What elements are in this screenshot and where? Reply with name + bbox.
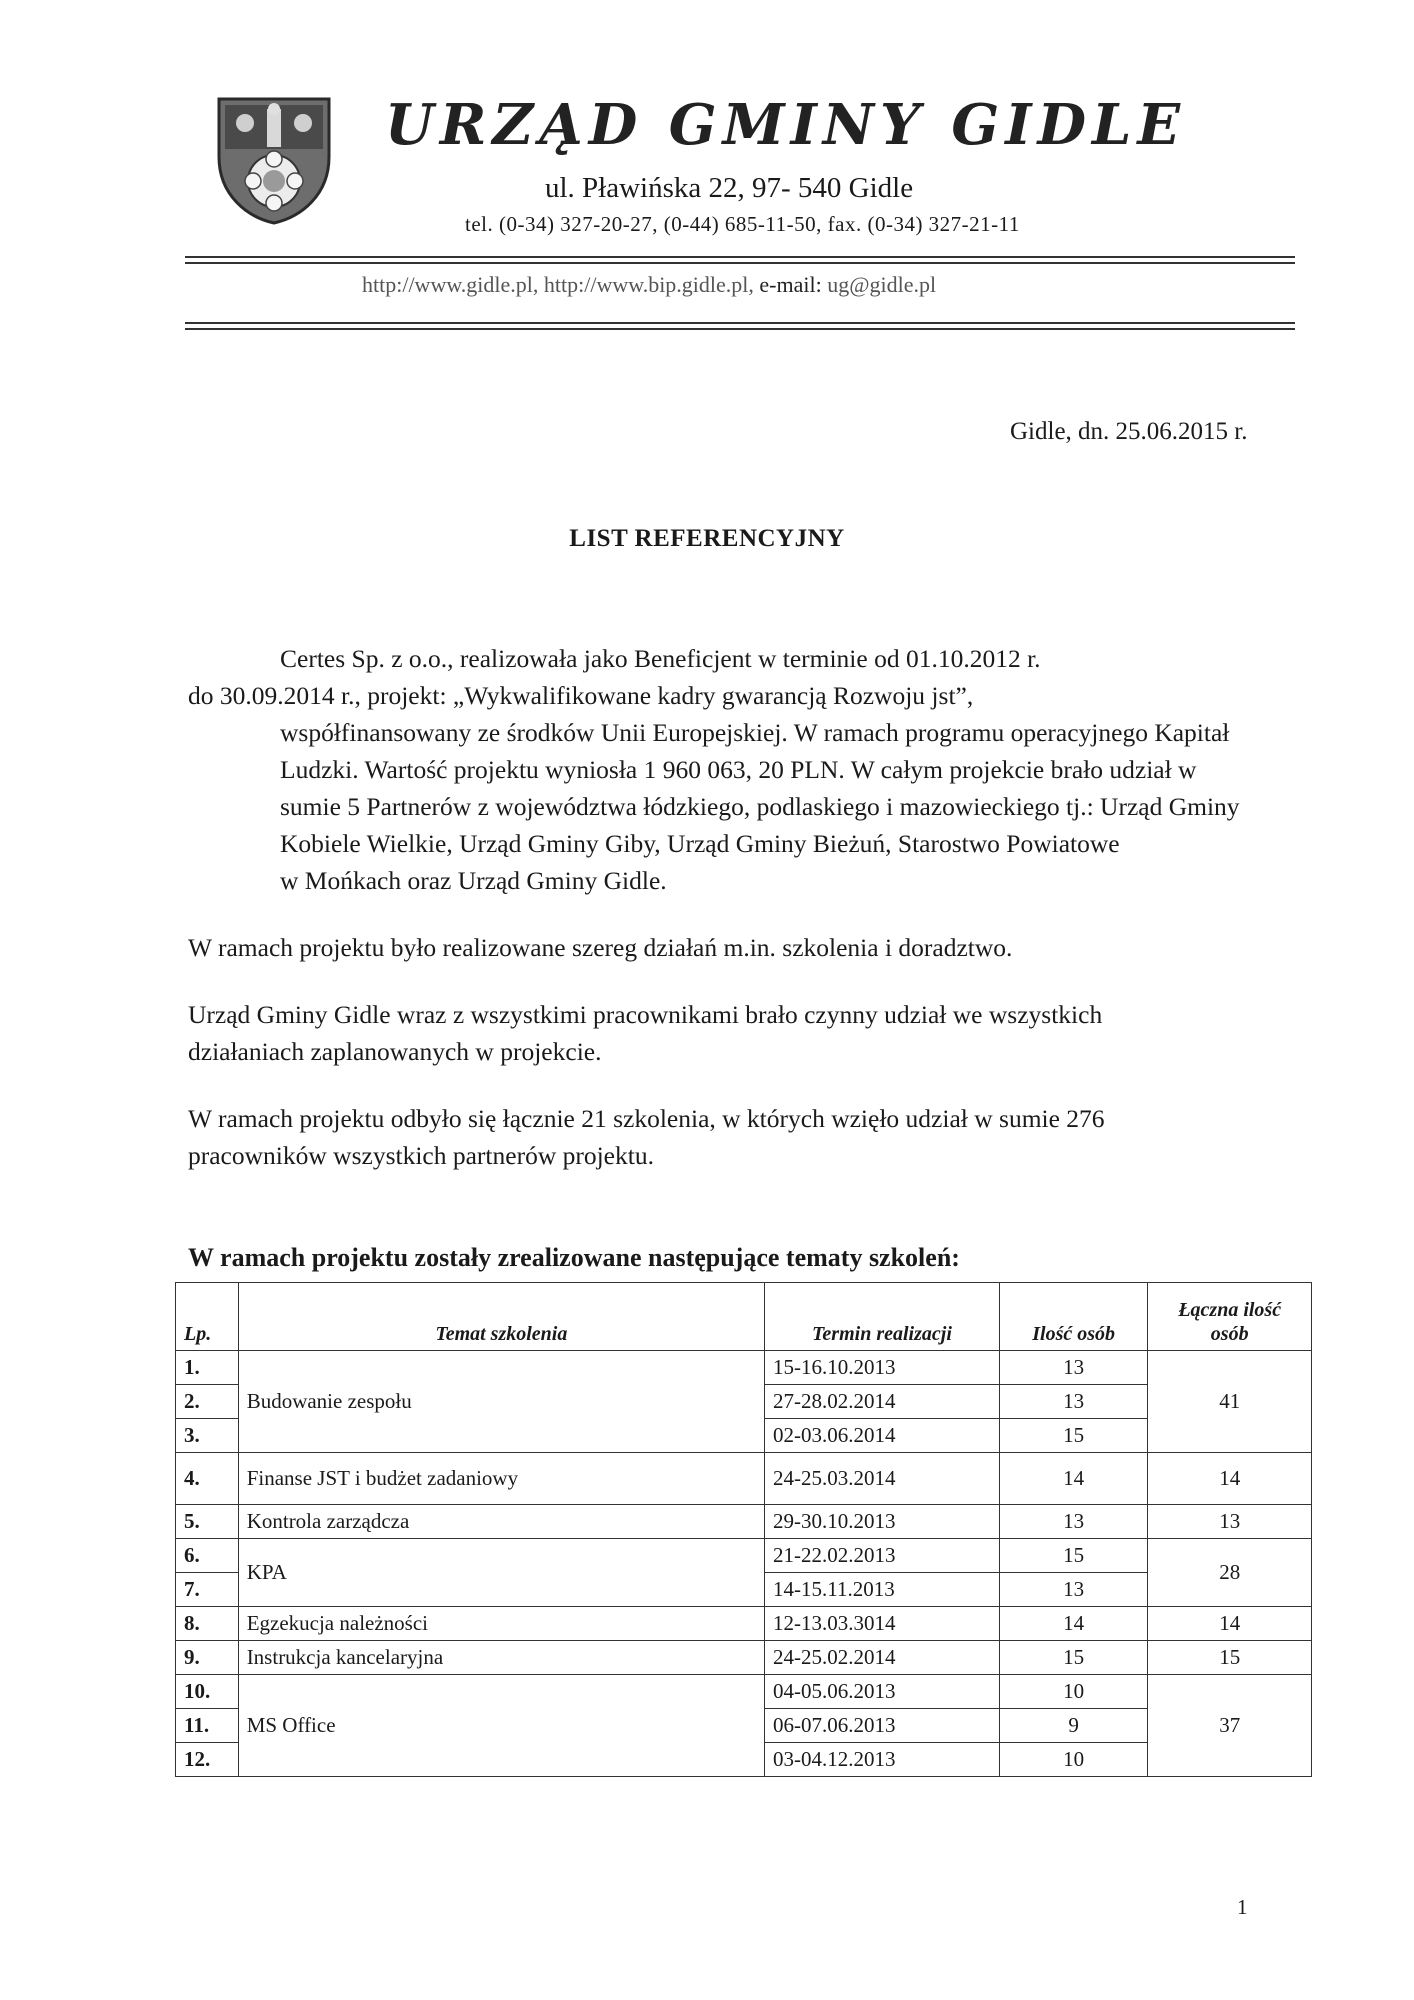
cell-count: 14 [999,1453,1147,1505]
cell-date: 27-28.02.2014 [765,1385,1000,1419]
letter-title: LIST REFERENCYJNY [569,525,845,552]
table-row [176,1351,1312,1385]
table-row [176,1607,1312,1641]
cell-lp: 6. [176,1539,239,1573]
cell-date: 04-05.06.2013 [765,1675,1000,1709]
paragraph-line: współfinansowany ze środków Unii Europejskiej. W ramach programu operacyjnego Kapitał [280,718,1230,747]
cell-date: 02-03.06.2014 [765,1419,1000,1453]
cell-count: 15 [999,1641,1147,1675]
cell-lp: 2. [176,1385,239,1419]
email-label: e-mail: [759,272,822,297]
header-rule-bottom [185,322,1295,324]
cell-count: 10 [999,1675,1147,1709]
table-row [176,1453,1312,1505]
page-number: 1 [1237,1895,1248,1919]
cell-total: 41 [1148,1351,1312,1453]
header-rule-top [185,256,1295,258]
letter-body [188,640,1273,1204]
cell-lp: 1. [176,1351,239,1385]
cell-count: 13 [999,1385,1147,1419]
trainings-table [175,1282,1312,1777]
paragraph-participation [188,996,1273,1070]
cell-lp: 8. [176,1607,239,1641]
cell-count: 10 [999,1743,1147,1777]
cell-lp: 12. [176,1743,239,1777]
office-name: URZĄD GMINY GIDLE [385,92,1187,158]
header-lp: Lp. [176,1283,239,1351]
cell-date: 21-22.02.2013 [765,1539,1000,1573]
cell-count: 13 [999,1351,1147,1385]
cell-date: 06-07.06.2013 [765,1709,1000,1743]
paragraph-line: działaniach zaplanowanych w projekcie. [188,1037,602,1066]
cell-count: 9 [999,1709,1147,1743]
header-count: Ilość osób [999,1283,1147,1351]
cell-topic: Finanse JST i budżet zadaniowy [238,1453,764,1505]
cell-lp: 5. [176,1505,239,1539]
paragraph-activities [188,929,1273,966]
table-heading: W ramach projektu zostały zrealizowane następujące tematy szkoleń: [188,1243,960,1272]
cell-date: 29-30.10.2013 [765,1505,1000,1539]
website-links[interactable]: http://www.gidle.pl, http://www.bip.gidle.pl, [362,272,754,297]
cell-total: 28 [1148,1539,1312,1607]
cell-total: 14 [1148,1607,1312,1641]
cell-total: 15 [1148,1641,1312,1675]
table-row [176,1505,1312,1539]
paragraph-line: do 30.09.2014 r., projekt: „Wykwalifikowane kadry gwarancją Rozwoju jst”, [188,681,974,710]
cell-topic: Egzekucja należności [238,1607,764,1641]
cell-total: 13 [1148,1505,1312,1539]
cell-topic: MS Office [238,1675,764,1777]
table-body [176,1351,1312,1777]
cell-topic: Instrukcja kancelaryjna [238,1641,764,1675]
header-rule-top-2 [185,262,1295,264]
cell-date: 15-16.10.2013 [765,1351,1000,1385]
cell-count: 15 [999,1419,1147,1453]
cell-topic: KPA [238,1539,764,1607]
email-link[interactable]: ug@gidle.pl [827,272,937,297]
header-topic: Temat szkolenia [238,1283,764,1351]
letter-date: Gidle, dn. 25.06.2015 r. [1010,418,1248,445]
header-total [1148,1283,1312,1351]
table-row [176,1675,1312,1709]
cell-topic: Budowanie zespołu [238,1351,764,1453]
header-total-line2: osób [1210,1323,1249,1345]
cell-date: 14-15.11.2013 [765,1573,1000,1607]
cell-count: 13 [999,1573,1147,1607]
table-row [176,1539,1312,1573]
cell-count: 13 [999,1505,1147,1539]
cell-count: 14 [999,1607,1147,1641]
paragraph-project-info [188,640,1273,899]
coat-of-arms-icon [215,95,333,225]
paragraph-trainings-summary [188,1100,1273,1174]
cell-topic: Kontrola zarządcza [238,1505,764,1539]
cell-count: 15 [999,1539,1147,1573]
cell-lp: 4. [176,1453,239,1505]
office-address: ul. Pławińska 22, 97- 540 Gidle [545,172,914,204]
cell-total: 37 [1148,1675,1312,1777]
cell-lp: 3. [176,1419,239,1453]
header-rule-bottom-2 [185,328,1295,330]
office-phone: tel. (0-34) 327-20-27, (0-44) 685-11-50, fax. (0-34) 327-21-11 [465,212,1020,236]
paragraph-line: Certes Sp. z o.o., realizowała jako Beneficjent w terminie od 01.10.2012 r. [280,644,1041,673]
cell-lp: 9. [176,1641,239,1675]
cell-date: 24-25.03.2014 [765,1453,1000,1505]
cell-total: 14 [1148,1453,1312,1505]
cell-lp: 10. [176,1675,239,1709]
cell-lp: 11. [176,1709,239,1743]
paragraph-line: Urząd Gminy Gidle wraz z wszystkimi pracownikami brało czynny udział we wszystkich [188,1000,1103,1029]
cell-date: 03-04.12.2013 [765,1743,1000,1777]
paragraph-line: W ramach projektu było realizowane szereg działań m.in. szkolenia i doradztwo. [188,933,1013,962]
cell-date: 24-25.02.2014 [765,1641,1000,1675]
paragraph-line: Kobiele Wielkie, Urząd Gminy Giby, Urząd Gminy Bieżuń, Starostwo Powiatowe [280,829,1120,858]
header-date: Termin realizacji [765,1283,1000,1351]
table-row [176,1641,1312,1675]
paragraph-line: sumie 5 Partnerów z województwa łódzkiego, podlaskiego i mazowieckiego tj.: Urząd Gminy [280,792,1240,821]
cell-lp: 7. [176,1573,239,1607]
paragraph-line: Ludzki. Wartość projektu wyniosła 1 960 063, 20 PLN. W całym projekcie brało udział w [280,755,1197,784]
header-total-line1: Łączna ilość [1178,1299,1282,1321]
paragraph-line: w Mońkach oraz Urząd Gminy Gidle. [280,866,667,895]
web-contact-line [362,272,936,298]
cell-date: 12-13.03.3014 [765,1607,1000,1641]
paragraph-line: W ramach projektu odbyło się łącznie 21 szkolenia, w których wzięło udział w sumie 276 [188,1104,1105,1133]
paragraph-line: pracowników wszystkich partnerów projektu. [188,1141,654,1170]
table-header-row [176,1283,1312,1351]
